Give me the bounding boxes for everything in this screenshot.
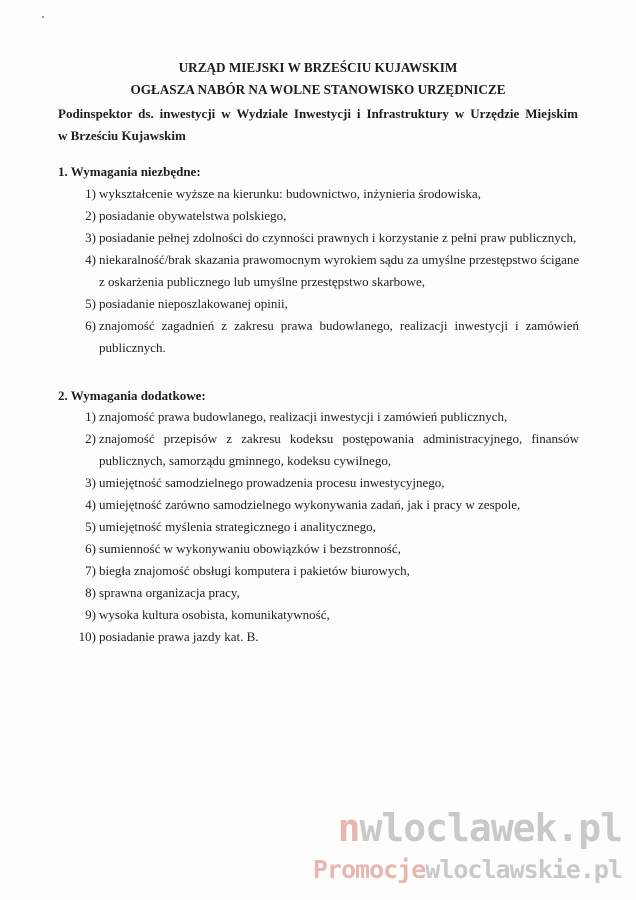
list-item-line: niekaralność/brak skazania prawomocnym wyrokiem sądu za umyślne przestępstwo ścigane [99,252,580,267]
list-item-text [99,315,579,359]
scan-speck [42,16,44,18]
list-item-text: umiejętność zarówno samodzielnego wykonywania zadań, jak i pracy w zespole, [99,497,521,512]
list-item-text: sprawna organizacja pracy, [99,585,240,600]
list-item-text: znajomość prawa budowlanego, realizacji inwestycji i zamówień publicznych, [99,409,508,424]
section-heading-additional: 2. Wymagania dodatkowe: [58,388,206,403]
list-item-number: 1) [85,186,96,201]
watermark-nwloclawek [338,806,622,850]
list-item-text: biegła znajomość obsługi komputera i pakietów biurowych, [99,563,410,578]
list-item-line: publicznych, samorządu gminnego, kodeksu cywilnego, [99,453,392,468]
list-item-number: 7) [85,563,96,578]
list-item-number: 1) [85,409,96,424]
list-item-number: 3) [85,230,96,245]
list-item-number: 5) [85,296,96,311]
list-item-text: wykształcenie wyższe na kierunku: budownictwo, inżynieria środowiska, [99,186,481,201]
issuer-title: URZĄD MIEJSKI W BRZEŚCIU KUJAWSKIM [178,60,458,75]
position-title [58,103,578,147]
list-item-number: 2) [85,208,96,223]
list-item-number: 10) [78,629,96,644]
position-title-line-1: Podinspektor ds. inwestycji w Wydziale Inwestycji i Infrastruktury w Urzędzie Miejskim [58,106,578,121]
watermark-accent: n [337,806,360,850]
list-item-number: 4) [85,497,96,512]
list-item-text [99,428,579,472]
list-item-number: 6) [85,541,96,556]
list-item-line: znajomość zagadnień z zakresu prawa budowlanego, realizacji inwestycji i zamówień [99,318,579,333]
watermark-rest: wloclawskie.pl [425,855,622,884]
list-item-text: wysoka kultura osobista, komunikatywność, [99,607,330,622]
list-item-number: 3) [85,475,96,490]
list-item-number: 5) [85,519,96,534]
position-title-line-2: w Brześciu Kujawskim [58,128,186,143]
list-item-number: 6) [85,318,96,333]
section-heading-required: 1. Wymagania niezbędne: [58,164,201,179]
list-item-text: posiadanie nieposzlakowanej opinii, [99,296,288,311]
list-item-line: z oskarżenia publicznego lub umyślne przestępstwo skarbowe, [99,274,425,289]
watermark-rest: wloclawek.pl [359,806,622,850]
list-item-text [99,249,579,293]
list-item-number: 9) [85,607,96,622]
list-item-number: 2) [85,431,96,446]
list-item-text: umiejętność myślenia strategicznego i analitycznego, [99,519,376,534]
list-item-line: znajomość przepisów z zakresu kodeksu postępowania administracyjnego, finansów [99,431,579,446]
list-item-text: sumienność w wykonywaniu obowiązków i bezstronność, [99,541,401,556]
document-header [0,57,636,101]
list-item-number: 4) [85,252,96,267]
announcement-title: OGŁASZA NABÓR NA WOLNE STANOWISKO URZĘDNICZE [130,82,506,97]
list-item-text: posiadanie pełnej zdolności do czynności prawnych i korzystanie z pełni praw publicznych, [99,230,577,245]
list-item-text: posiadanie prawa jazdy kat. B. [99,629,259,644]
list-item-line: publicznych. [99,340,166,355]
list-item-text: umiejętność samodzielnego prowadzenia procesu inwestycyjnego, [99,475,445,490]
list-item-number: 8) [85,585,96,600]
watermark-accent: Promocje [312,855,426,884]
watermark-promocje [313,855,622,884]
list-item-text: posiadanie obywatelstwa polskiego, [99,208,287,223]
